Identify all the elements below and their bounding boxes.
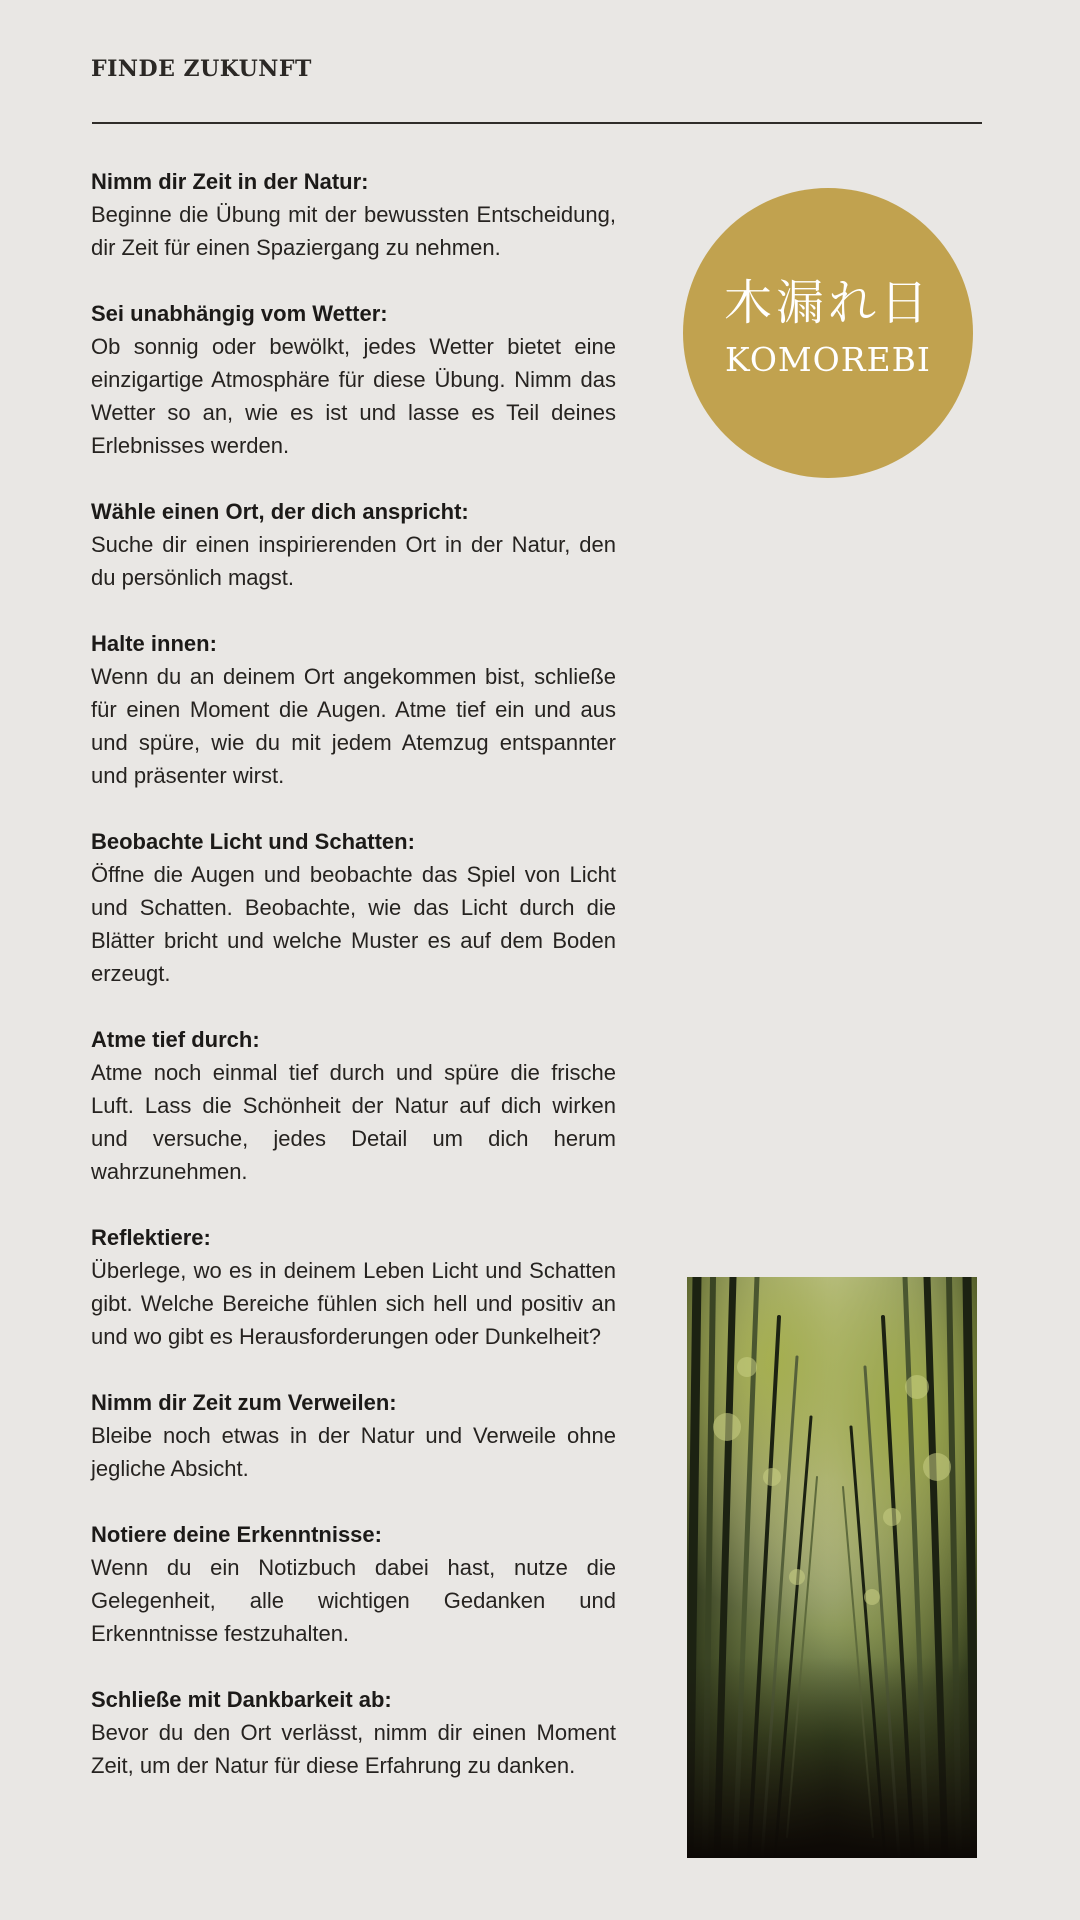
step-text: Ob sonnig oder bewölkt, jedes Wetter bietet eine einzigartige Atmosphäre für diese Übung. Nimm das Wetter so an, wie es ist und lasse es Teil deines Erlebnisses werden. [91,334,616,458]
step-item [91,825,616,990]
komorebi-badge [683,188,973,478]
step-text: Atme noch einmal tief durch und spüre die frische Luft. Lass die Schönheit der Natur auf dich wirken und versuche, jedes Detail um dich herum wahrzunehmen. [91,1060,616,1184]
bamboo-forest-photo [687,1277,977,1858]
step-text: Bleibe noch etwas in der Natur und Verweile ohne jegliche Absicht. [91,1423,616,1481]
step-text: Bevor du den Ort verlässt, nimm dir einen Moment Zeit, um der Natur für diese Erfahrung zu danken. [91,1720,616,1778]
step-item [91,627,616,792]
step-title: Halte innen: [91,631,217,656]
step-text: Suche dir einen inspirierenden Ort in der Natur, den du persönlich magst. [91,532,616,590]
header-divider [92,122,982,124]
step-title: Schließe mit Dankbarkeit ab: [91,1687,392,1712]
badge-kanji: 木漏れ日 [723,275,932,331]
step-text: Überlege, wo es in deinem Leben Licht und Schatten gibt. Welche Bereiche fühlen sich hell und positiv an und wo gibt es Herausforderungen oder Dunkelheit? [91,1258,616,1349]
step-title: Nimm dir Zeit in der Natur: [91,169,369,194]
step-text: Wenn du an deinem Ort angekommen bist, schließe für einen Moment die Augen. Atme tief ein und aus und spüre, wie du mit jedem Atemzug entspannter und präsenter wirst. [91,664,616,788]
step-title: Wähle einen Ort, der dich anspricht: [91,499,469,524]
step-item [91,495,616,594]
step-title: Beobachte Licht und Schatten: [91,829,415,854]
bamboo-illustration [687,1277,977,1858]
step-text: Öffne die Augen und beobachte das Spiel von Licht und Schatten. Beobachte, wie das Licht durch die Blätter bricht und welche Muster es auf dem Boden erzeugt. [91,862,616,986]
step-text: Beginne die Übung mit der bewussten Entscheidung, dir Zeit für einen Spaziergang zu nehmen. [91,202,616,260]
step-item [91,297,616,462]
brand-title: FINDE ZUKUNFT [91,56,312,82]
step-item [91,1683,616,1782]
steps-list [91,165,616,1815]
step-item [91,1386,616,1485]
step-text: Wenn du ein Notizbuch dabei hast, nutze die Gelegenheit, alle wichtigen Gedanken und Erkenntnisse festzuhalten. [91,1555,616,1646]
step-item [91,165,616,264]
step-title: Notiere deine Erkenntnisse: [91,1522,382,1547]
step-item [91,1518,616,1650]
step-title: Atme tief durch: [91,1027,260,1052]
badge-latin: KOMOREBI [725,340,931,379]
step-item [91,1023,616,1188]
step-title: Reflektiere: [91,1225,211,1250]
step-item [91,1221,616,1353]
step-title: Nimm dir Zeit zum Verweilen: [91,1390,397,1415]
step-title: Sei unabhängig vom Wetter: [91,301,388,326]
